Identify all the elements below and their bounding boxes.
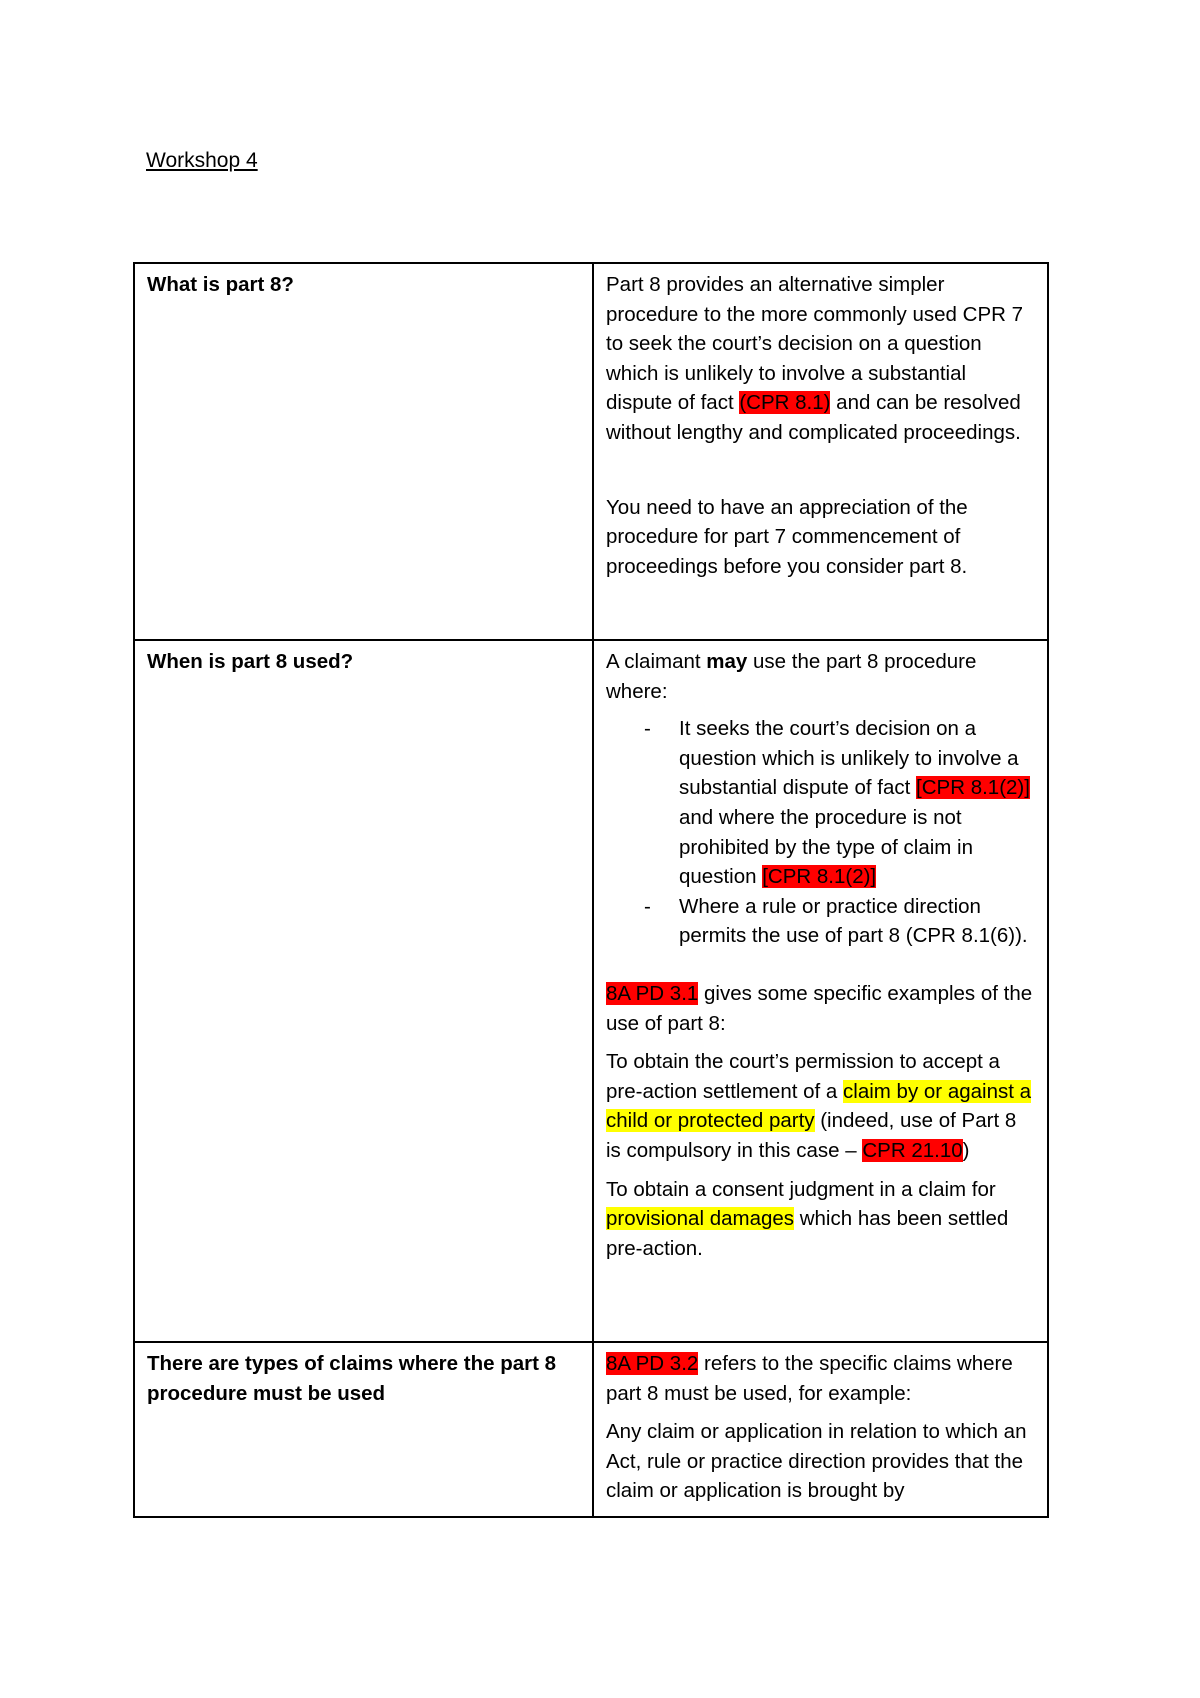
table-row [134,640,1048,1342]
text-run: It seeks the court’s decision on a question which is unlikely to involve a substantial dispute of fact [679,717,1019,800]
cpr-reference: [CPR 8.1(2)] [762,865,877,889]
paragraph [606,1349,1036,1408]
emphasis-text: may [706,650,748,673]
list-item [606,714,1036,892]
text-run: Where a rule or practice direction permits the use of part 8 (CPR 8.1(6)). [679,894,1028,948]
paragraph [606,1047,1036,1165]
text-run: To obtain the court’s permission to accept a pre-action settlement of a [606,1050,1000,1103]
page-title: Workshop 4 [146,149,258,172]
pd-reference: 8A PD 3.1 [606,981,699,1005]
paragraph: You need to have an appreciation of the procedure for part 7 commencement of proceedings before you consider part 8. [606,495,968,578]
text-run: gives some specific examples of the use of part 8: [606,981,1033,1035]
content-table [133,262,1049,1518]
text-run: Part 8 provides an alternative simpler procedure to the more commonly used CPR 7 to seek the court’s decision on a question which is unlikely to involve a substantial dispute of fact [606,273,1024,415]
question-cell: What is part 8? [134,263,593,640]
text-run: To obtain a consent judgment in a claim for [606,1177,996,1201]
answer-cell [593,640,1048,1342]
text-run: and where the procedure is not prohibited by the type of claim in question [679,805,973,889]
pd-reference: 8A PD 3.2 [606,1352,699,1375]
question-cell: When is part 8 used? [134,640,593,1342]
text-run: ) [962,1138,970,1162]
paragraph [606,979,1036,1038]
table-row [134,263,1048,640]
text-run: refers to the specific claims where part 8 must be used, for example: [606,1352,1013,1405]
text-run: use the part 8 procedure where: [606,650,977,703]
cpr-reference: [CPR 8.1(2)] [916,776,1030,800]
paragraph [606,1175,1036,1264]
paragraph [606,270,1036,448]
cpr-reference: CPR 21.10 [862,1138,963,1162]
paragraph [606,647,1036,706]
cpr-reference: (CPR 8.1) [739,391,831,415]
dash-marker: - [644,717,651,741]
answer-cell [593,1342,1048,1517]
list-item [606,892,1036,951]
table-row [134,1342,1048,1517]
text-run: (indeed, use of Part 8 is compulsory in this case – [606,1109,1017,1162]
dash-marker: - [644,894,651,918]
question-cell: There are types of claims where the part 8 procedure must be used [134,1342,593,1517]
text-run: and can be resolved without lengthy and complicated proceedings. [606,391,1021,444]
text-run: which has been settled pre-action. [606,1207,1009,1260]
answer-cell [593,263,1048,640]
bullet-list [606,714,1036,951]
paragraph: Any claim or application in relation to which an Act, rule or practice direction provides that the claim or application is brought by [606,1420,1027,1503]
text-run: A claimant [606,650,707,673]
highlighted-text: provisional damages [606,1207,795,1231]
highlighted-text: claim by or against a child or protected party [606,1079,1032,1133]
